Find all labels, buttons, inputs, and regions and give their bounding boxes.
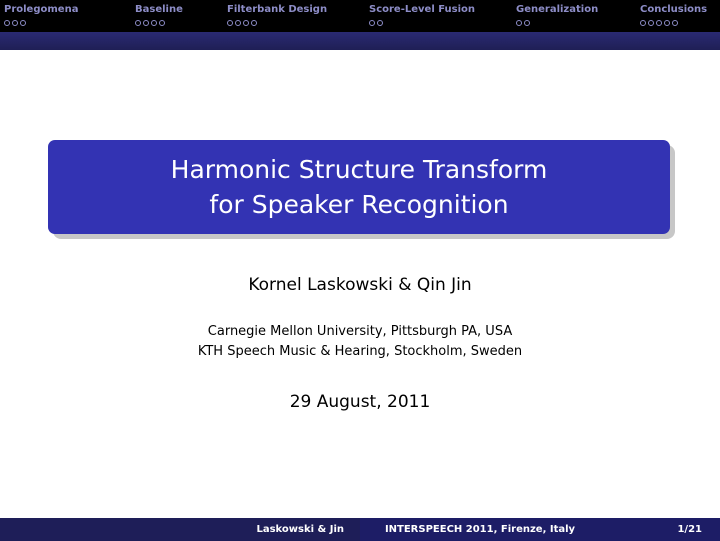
title-line-1: Harmonic Structure Transform xyxy=(170,155,548,184)
frame-dot[interactable] xyxy=(516,20,522,26)
frame-dot[interactable] xyxy=(672,20,678,26)
frame-dot[interactable] xyxy=(656,20,662,26)
frame-dots xyxy=(4,20,78,26)
frame-dots xyxy=(227,20,327,26)
frame-dot[interactable] xyxy=(524,20,530,26)
frame-dots xyxy=(369,20,475,26)
frame-dot[interactable] xyxy=(4,20,10,26)
title-box xyxy=(48,140,670,234)
frame-dot[interactable] xyxy=(664,20,670,26)
nav-label[interactable]: Generalization xyxy=(516,4,599,15)
nav-subtitle-strip xyxy=(0,32,720,50)
nav-section-prolegomena[interactable] xyxy=(4,3,78,26)
frame-dot[interactable] xyxy=(235,20,241,26)
affiliation-1: Carnegie Mellon University, Pittsburgh PA, USA xyxy=(207,324,513,339)
frame-dot[interactable] xyxy=(135,20,141,26)
presentation-date: 29 August, 2011 xyxy=(289,392,431,412)
frame-dot[interactable] xyxy=(251,20,257,26)
nav-section-score-level-fusion[interactable] xyxy=(369,3,475,26)
frame-dot[interactable] xyxy=(143,20,149,26)
nav-section-filterbank-design[interactable] xyxy=(227,3,327,26)
footer-conference[interactable]: INTERSPEECH 2011, Firenze, Italy xyxy=(360,518,600,541)
nav-label[interactable]: Baseline xyxy=(135,4,183,15)
frame-dot[interactable] xyxy=(369,20,375,26)
frame-dots xyxy=(135,20,183,26)
footer-page-number: 1/21 xyxy=(600,518,720,541)
frame-dot[interactable] xyxy=(20,20,26,26)
frame-dots xyxy=(516,20,598,26)
nav-section-conclusions[interactable] xyxy=(640,3,707,26)
frame-dot[interactable] xyxy=(243,20,249,26)
footer-authors[interactable]: Laskowski & Jin xyxy=(0,518,360,541)
nav-label[interactable]: Score-Level Fusion xyxy=(369,4,476,15)
frame-dot[interactable] xyxy=(648,20,654,26)
footer-bar xyxy=(0,518,720,541)
section-navigation-bar xyxy=(0,0,720,32)
frame-dot[interactable] xyxy=(151,20,157,26)
authors: Kornel Laskowski & Qin Jin xyxy=(248,275,472,295)
nav-section-baseline[interactable] xyxy=(135,3,183,26)
nav-label[interactable]: Prolegomena xyxy=(4,4,79,15)
nav-label[interactable]: Filterbank Design xyxy=(227,4,328,15)
frame-dot[interactable] xyxy=(227,20,233,26)
nav-section-generalization[interactable] xyxy=(516,3,598,26)
frame-dot[interactable] xyxy=(12,20,18,26)
frame-dot[interactable] xyxy=(640,20,646,26)
frame-dot[interactable] xyxy=(159,20,165,26)
frame-dots xyxy=(640,20,707,26)
title-line-2: for Speaker Recognition xyxy=(209,190,509,219)
nav-label[interactable]: Conclusions xyxy=(640,4,708,15)
affiliation-2: KTH Speech Music & Hearing, Stockholm, Sweden xyxy=(197,344,523,359)
frame-dot[interactable] xyxy=(377,20,383,26)
